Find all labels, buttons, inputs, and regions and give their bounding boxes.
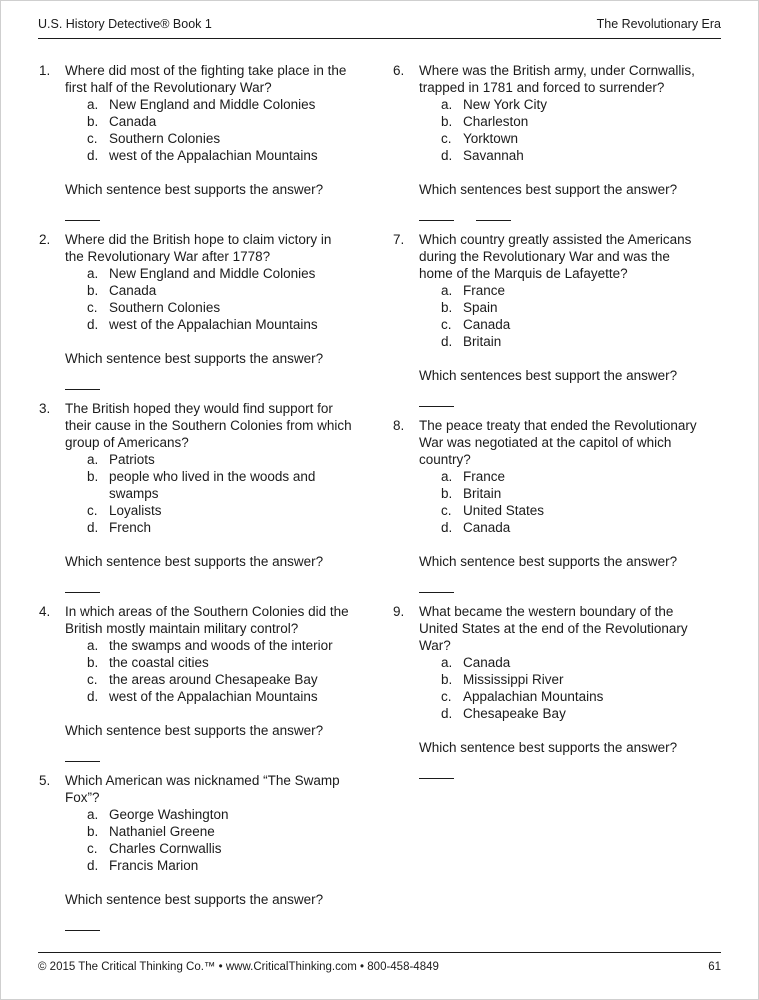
choice-letter: b. xyxy=(87,283,99,298)
choice-c xyxy=(87,299,352,316)
choice-letter: b. xyxy=(441,672,453,687)
choice-text: Savannah xyxy=(463,148,524,163)
choice-text: west of the Appalachian Mountains xyxy=(109,689,318,704)
support-prompt: Which sentence best supports the answer? xyxy=(65,182,324,197)
choice-text: France xyxy=(463,283,506,298)
choice-text: Spain xyxy=(463,300,498,315)
choice-text: Appalachian Mountains xyxy=(463,689,604,704)
question-number: 9. xyxy=(393,604,405,619)
choice-text: Canada xyxy=(109,114,157,129)
question-text: In which areas of the Southern Colonies did the British mostly maintain military control? xyxy=(65,604,349,636)
question-text: Which country greatly assisted the Americans during the Revolutionary War and was the home of the Marquis de Lafayette? xyxy=(419,232,692,281)
choice-d xyxy=(441,705,706,722)
question-4 xyxy=(39,603,352,762)
support-prompt: Which sentence best supports the answer? xyxy=(65,723,324,738)
choice-text: Yorktown xyxy=(463,131,519,146)
question-text: Which American was nicknamed “The Swamp Fox”? xyxy=(65,773,340,805)
question-number: 8. xyxy=(393,418,405,433)
choice-letter: c. xyxy=(87,131,98,146)
choice-c xyxy=(441,502,706,519)
choice-c xyxy=(441,688,706,705)
choice-text: the coastal cities xyxy=(109,655,209,670)
support-prompt: Which sentences best support the answer? xyxy=(419,368,678,383)
choice-d xyxy=(87,147,352,164)
answer-blanks xyxy=(65,580,352,593)
choice-letter: a. xyxy=(441,283,453,298)
choice-text: New England and Middle Colonies xyxy=(109,266,316,281)
choice-b xyxy=(87,654,352,671)
book-title: U.S. History Detective® Book 1 xyxy=(38,17,212,31)
answer-blanks xyxy=(65,918,352,931)
choice-d xyxy=(87,688,352,705)
choice-letter: a. xyxy=(87,638,99,653)
right-column xyxy=(393,62,706,941)
choice-a xyxy=(87,265,352,282)
answer-blanks xyxy=(419,766,706,779)
choice-a xyxy=(441,468,706,485)
choice-text: United States xyxy=(463,503,545,518)
choice-text: Southern Colonies xyxy=(109,131,221,146)
answer-blanks xyxy=(65,749,352,762)
choice-letter: b. xyxy=(87,114,99,129)
choice-letter: a. xyxy=(441,469,453,484)
choice-text: the swamps and woods of the interior xyxy=(109,638,333,653)
choice-c xyxy=(87,130,352,147)
copyright: © 2015 The Critical Thinking Co.™ • www.CriticalThinking.com • 800-458-4849 xyxy=(38,961,439,973)
choice-text: people who lived in the woods and swamps xyxy=(109,469,316,501)
choice-b xyxy=(87,823,352,840)
choice-text: New England and Middle Colonies xyxy=(109,97,316,112)
choice-text: Charleston xyxy=(463,114,529,129)
choice-a xyxy=(87,806,352,823)
support-prompt: Which sentence best supports the answer? xyxy=(65,554,324,569)
choice-letter: d. xyxy=(87,689,99,704)
choice-text: Canada xyxy=(463,317,511,332)
choice-letter: b. xyxy=(87,469,99,484)
choice-text: west of the Appalachian Mountains xyxy=(109,148,318,163)
choice-text: Patriots xyxy=(109,452,155,467)
answer-blank xyxy=(419,766,454,779)
choice-text: Southern Colonies xyxy=(109,300,221,315)
answer-blanks xyxy=(419,580,706,593)
question-3 xyxy=(39,400,352,593)
choice-letter: c. xyxy=(87,503,98,518)
answer-blanks xyxy=(419,394,706,407)
choice-b xyxy=(87,282,352,299)
choice-c xyxy=(441,130,706,147)
choice-text: Canada xyxy=(109,283,157,298)
choice-letter: c. xyxy=(87,300,98,315)
choice-d xyxy=(441,519,706,536)
choice-d xyxy=(87,316,352,333)
answer-blank xyxy=(419,580,454,593)
choice-b xyxy=(87,113,352,130)
choice-letter: d. xyxy=(87,317,99,332)
support-prompt: Which sentence best supports the answer? xyxy=(419,740,678,755)
choice-letter: a. xyxy=(87,266,99,281)
question-text: What became the western boundary of the United States at the end of the Revolutionary War? xyxy=(419,604,688,653)
answer-blanks xyxy=(419,208,706,221)
choice-letter: c. xyxy=(441,317,452,332)
answer-blank xyxy=(419,394,454,407)
question-number: 4. xyxy=(39,604,51,619)
choice-letter: a. xyxy=(441,97,453,112)
choice-c xyxy=(441,316,706,333)
choice-text: France xyxy=(463,469,506,484)
question-text: The British hoped they would find support for their cause in the Southern Colonies from which group of Americans? xyxy=(65,401,352,450)
choice-text: New York City xyxy=(463,97,548,112)
choice-letter: b. xyxy=(87,824,99,839)
question-number: 5. xyxy=(39,773,51,788)
question-text: The peace treaty that ended the Revolutionary War was negotiated at the capitol of which country? xyxy=(419,418,697,467)
question-2 xyxy=(39,231,352,390)
question-7 xyxy=(393,231,706,407)
choice-letter: c. xyxy=(87,672,98,687)
section-title: The Revolutionary Era xyxy=(596,17,721,31)
choice-letter: c. xyxy=(441,131,452,146)
choice-a xyxy=(441,96,706,113)
choice-letter: c. xyxy=(441,503,452,518)
choice-text: west of the Appalachian Mountains xyxy=(109,317,318,332)
choice-letter: b. xyxy=(441,300,453,315)
choice-c xyxy=(87,671,352,688)
answer-blank xyxy=(65,918,100,931)
support-prompt: Which sentence best supports the answer? xyxy=(419,554,678,569)
choice-b xyxy=(441,299,706,316)
choice-letter: d. xyxy=(441,520,453,535)
choice-letter: d. xyxy=(87,858,99,873)
choice-d xyxy=(441,333,706,350)
choice-a xyxy=(441,654,706,671)
choice-letter: b. xyxy=(441,114,453,129)
choice-letter: a. xyxy=(87,807,99,822)
question-number: 6. xyxy=(393,63,405,78)
choice-letter: d. xyxy=(441,148,453,163)
choice-d xyxy=(87,857,352,874)
choices-list xyxy=(441,654,706,722)
answer-blank xyxy=(65,377,100,390)
question-1 xyxy=(39,62,352,221)
question-text: Where did most of the fighting take place in the first half of the Revolutionary War? xyxy=(65,63,347,95)
question-6 xyxy=(393,62,706,221)
question-number: 3. xyxy=(39,401,51,416)
choices-list xyxy=(87,96,352,164)
choice-letter: c. xyxy=(441,689,452,704)
choice-b xyxy=(441,671,706,688)
support-prompt: Which sentences best support the answer? xyxy=(419,182,678,197)
choices-list xyxy=(87,265,352,333)
answer-blank xyxy=(65,580,100,593)
choice-text: Canada xyxy=(463,655,511,670)
answer-blank xyxy=(419,208,454,221)
question-8 xyxy=(393,417,706,593)
choice-letter: a. xyxy=(87,97,99,112)
choices-list xyxy=(87,637,352,705)
choice-a xyxy=(441,282,706,299)
answer-blank xyxy=(476,208,511,221)
choice-letter: d. xyxy=(87,148,99,163)
page-number: 61 xyxy=(708,961,721,973)
page-header xyxy=(38,17,721,39)
choice-letter: b. xyxy=(441,486,453,501)
choice-b xyxy=(441,113,706,130)
choice-a xyxy=(87,637,352,654)
answer-blanks xyxy=(65,377,352,390)
choice-text: Loyalists xyxy=(109,503,162,518)
choice-text: Britain xyxy=(463,486,502,501)
choices-list xyxy=(87,451,352,536)
question-number: 1. xyxy=(39,63,51,78)
choice-a xyxy=(87,451,352,468)
choice-a xyxy=(87,96,352,113)
choice-letter: a. xyxy=(441,655,453,670)
choice-text: Francis Marion xyxy=(109,858,199,873)
question-number: 7. xyxy=(393,232,405,247)
choice-b xyxy=(87,468,352,502)
choice-text: French xyxy=(109,520,152,535)
left-column xyxy=(39,62,352,941)
choice-letter: b. xyxy=(87,655,99,670)
choices-list xyxy=(441,96,706,164)
answer-blank xyxy=(65,208,100,221)
choice-text: George Washington xyxy=(109,807,229,822)
question-text: Where did the British hope to claim victory in the Revolutionary War after 1778? xyxy=(65,232,332,264)
support-prompt: Which sentence best supports the answer? xyxy=(65,351,324,366)
choice-letter: d. xyxy=(441,706,453,721)
choice-c xyxy=(87,840,352,857)
question-5 xyxy=(39,772,352,931)
question-number: 2. xyxy=(39,232,51,247)
choices-list xyxy=(441,468,706,536)
choice-text: Nathaniel Greene xyxy=(109,824,215,839)
choice-d xyxy=(441,147,706,164)
choice-text: Mississippi River xyxy=(463,672,564,687)
choice-b xyxy=(441,485,706,502)
choice-text: Chesapeake Bay xyxy=(463,706,566,721)
question-9 xyxy=(393,603,706,779)
questions-area xyxy=(39,62,706,941)
choice-letter: d. xyxy=(87,520,99,535)
support-prompt: Which sentence best supports the answer? xyxy=(65,892,324,907)
choice-text: Britain xyxy=(463,334,502,349)
question-text: Where was the British army, under Cornwallis, trapped in 1781 and forced to surrender? xyxy=(419,63,695,95)
choice-d xyxy=(87,519,352,536)
choice-c xyxy=(87,502,352,519)
choices-list xyxy=(87,806,352,874)
page-footer xyxy=(38,952,721,973)
answer-blanks xyxy=(65,208,352,221)
choice-letter: a. xyxy=(87,452,99,467)
answer-blank xyxy=(65,749,100,762)
choice-text: the areas around Chesapeake Bay xyxy=(109,672,318,687)
choice-letter: d. xyxy=(441,334,453,349)
choice-text: Canada xyxy=(463,520,511,535)
choice-letter: c. xyxy=(87,841,98,856)
choices-list xyxy=(441,282,706,350)
choice-text: Charles Cornwallis xyxy=(109,841,222,856)
